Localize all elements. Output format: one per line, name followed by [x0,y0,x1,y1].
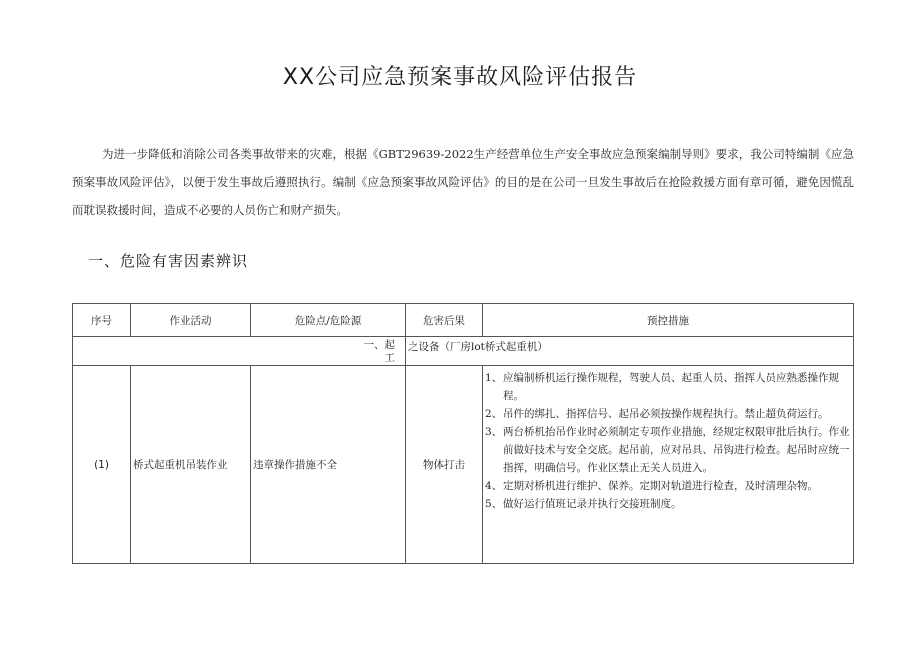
measure-item [485,405,851,423]
risk-table [72,303,854,564]
header-activity: 作业活动 [131,304,251,337]
measure-number: 4、 [485,480,503,492]
row-hazard: 违章操作措施不全 [251,366,406,564]
table-group-row [73,337,854,366]
measure-number: 3、 [485,426,503,438]
header-index: 序号 [73,304,131,337]
section-heading: 一、危险有害因素辨识 [88,252,249,270]
measure-item [485,495,851,513]
row-measures [483,366,854,564]
document-title: XX公司应急预案事故风险评估报告 [282,65,638,90]
table-header-row [73,304,854,337]
measure-text: 定期对桥机进行维护、保养。定期对轨道进行检查，及时清理杂物。 [503,480,818,492]
row-index: (1) [73,366,131,564]
row-activity: 桥式起重机吊装作业 [131,366,251,564]
measure-text: 吊件的绑扎、指挥信号、起吊必须按操作规程执行。禁止超负荷运行。 [503,408,829,420]
measure-number: 2、 [485,408,503,420]
measure-number: 5、 [485,498,503,510]
measure-text: 做好运行值班记录并执行交接班制度。 [503,498,682,510]
measure-item [485,477,851,495]
measure-item [485,423,851,477]
header-consequence: 危害后果 [406,304,483,337]
measure-number: 1、 [485,372,503,384]
measure-text: 两台桥机抬吊作业时必须制定专项作业措施，经规定权限审批后执行。作业前做好技术与安全交底。起吊前，应对吊具、吊钩进行检查。起吊时应统一指挥，明确信号。作业区禁止无关人员进入。 [503,426,850,474]
intro-paragraph: 为进一步降低和消除公司各类事故带来的灾难，根据《GBT29639-2022生产经营单位生产安全事故应急预案编制导则》要求，我公司特编制《应急预案事故风险评估》，以便于发生事故后遵照执行。编制《应急预案事故风险评估》的目的是在公司一旦发生事故后在抢险救援方面有章可循，避免因慌乱而耽误救援时间，造成不必要的人员伤亡和财产损失。 [72,147,854,217]
row-consequence: 物体打击 [406,366,483,564]
measure-item [485,369,851,405]
measure-text: 应编制桥机运行操作规程，驾驶人员、起重人员、指挥人员应熟悉操作规程。 [503,372,839,402]
group-label-left: 一、起 工 [73,337,406,366]
table-row [73,366,854,564]
header-hazard: 危险点/危险源 [251,304,406,337]
group-label-right: 之设备（厂房lot桥式起重机） [406,337,854,366]
header-measures: 预控措施 [483,304,854,337]
